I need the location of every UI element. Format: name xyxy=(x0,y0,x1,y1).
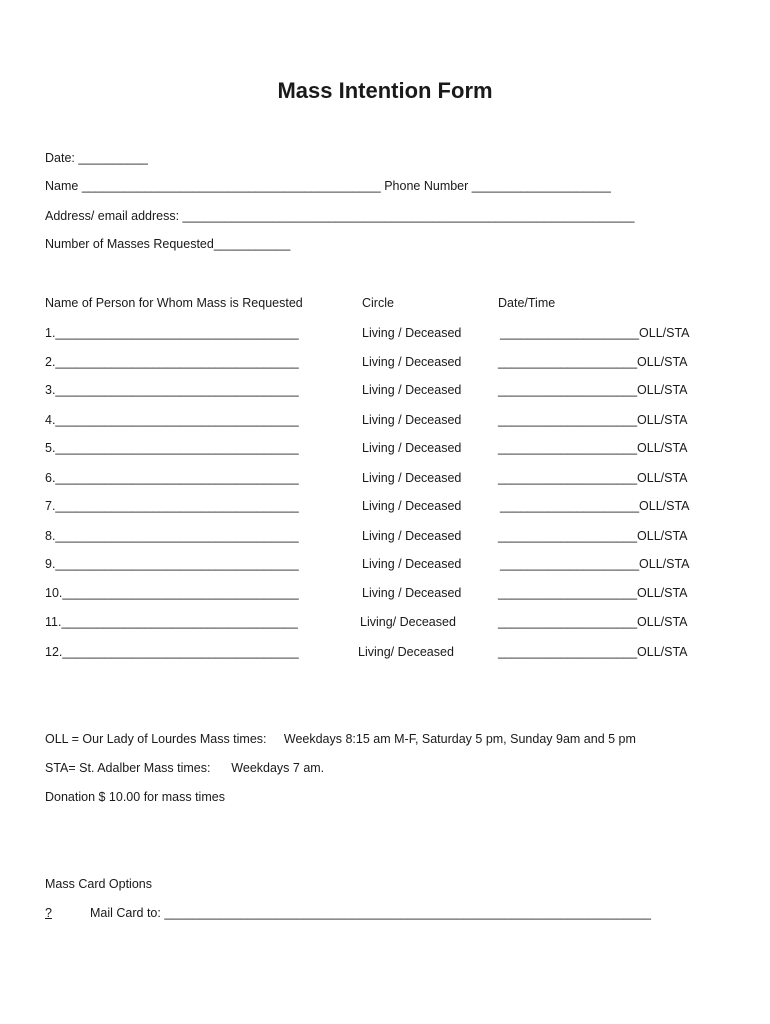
row-circle-choice[interactable]: Living/ Deceased xyxy=(360,615,456,629)
number-of-masses-field[interactable]: Number of Masses Requested___________ xyxy=(45,237,291,251)
row-datetime-field[interactable]: ____________________OLL/STA xyxy=(498,471,688,485)
checkbox-icon[interactable]: ? xyxy=(45,906,52,920)
row-circle-choice[interactable]: Living / Deceased xyxy=(362,586,462,600)
row-circle-choice[interactable]: Living/ Deceased xyxy=(358,645,454,659)
row-circle-choice[interactable]: Living / Deceased xyxy=(362,355,462,369)
header-name: Name of Person for Whom Mass is Requested xyxy=(45,296,303,310)
row-name-field[interactable]: 3.___________________________________ xyxy=(45,383,299,397)
row-name-field[interactable]: 6.___________________________________ xyxy=(45,471,299,485)
mass-card-options-heading: Mass Card Options xyxy=(45,877,152,891)
row-name-field[interactable]: 11.__________________________________ xyxy=(45,615,298,629)
row-datetime-field[interactable]: ____________________OLL/STA xyxy=(498,529,688,543)
row-name-field[interactable]: 12.__________________________________ xyxy=(45,645,299,659)
row-circle-choice[interactable]: Living / Deceased xyxy=(362,326,462,340)
row-circle-choice[interactable]: Living / Deceased xyxy=(362,413,462,427)
row-name-field[interactable]: 2.___________________________________ xyxy=(45,355,299,369)
row-datetime-field[interactable]: ____________________OLL/STA xyxy=(498,615,688,629)
header-circle: Circle xyxy=(362,296,394,310)
row-datetime-field[interactable]: ____________________OLL/STA xyxy=(500,499,690,513)
row-datetime-field[interactable]: ____________________OLL/STA xyxy=(498,645,688,659)
row-datetime-field[interactable]: ____________________OLL/STA xyxy=(498,383,688,397)
mail-card-to-field[interactable]: Mail Card to: ______________________________________________________________________ xyxy=(90,906,651,920)
date-field[interactable]: Date: __________ xyxy=(45,151,148,165)
name-phone-field[interactable]: Name ___________________________________________ Phone Number ____________________ xyxy=(45,179,611,193)
row-datetime-field[interactable]: ____________________OLL/STA xyxy=(498,355,688,369)
row-name-field[interactable]: 10.__________________________________ xyxy=(45,586,299,600)
row-circle-choice[interactable]: Living / Deceased xyxy=(362,557,462,571)
header-datetime: Date/Time xyxy=(498,296,556,310)
row-name-field[interactable]: 1.___________________________________ xyxy=(45,326,299,340)
row-name-field[interactable]: 4.___________________________________ xyxy=(45,413,299,427)
row-name-field[interactable]: 9.___________________________________ xyxy=(45,557,299,571)
row-circle-choice[interactable]: Living / Deceased xyxy=(362,529,462,543)
row-datetime-field[interactable]: ____________________OLL/STA xyxy=(500,326,690,340)
row-circle-choice[interactable]: Living / Deceased xyxy=(362,499,462,513)
row-datetime-field[interactable]: ____________________OLL/STA xyxy=(498,413,688,427)
row-circle-choice[interactable]: Living / Deceased xyxy=(362,441,462,455)
oll-mass-times: OLL = Our Lady of Lourdes Mass times: Weekdays 8:15 am M-F, Saturday 5 pm, Sunday 9am and 5 pm xyxy=(45,732,636,746)
sta-mass-times: STA= St. Adalber Mass times: Weekdays 7 am. xyxy=(45,761,325,775)
row-circle-choice[interactable]: Living / Deceased xyxy=(362,471,462,485)
row-name-field[interactable]: 7.___________________________________ xyxy=(45,499,299,513)
row-datetime-field[interactable]: ____________________OLL/STA xyxy=(500,557,690,571)
row-circle-choice[interactable]: Living / Deceased xyxy=(362,383,462,397)
row-name-field[interactable]: 5.___________________________________ xyxy=(45,441,299,455)
row-datetime-field[interactable]: ____________________OLL/STA xyxy=(498,586,688,600)
row-datetime-field[interactable]: ____________________OLL/STA xyxy=(498,441,688,455)
page-title: Mass Intention Form xyxy=(277,78,493,103)
address-email-field[interactable]: Address/ email address: _________________________________________________________________ xyxy=(45,209,635,223)
donation-note: Donation $ 10.00 for mass times xyxy=(45,790,225,804)
row-name-field[interactable]: 8.___________________________________ xyxy=(45,529,299,543)
